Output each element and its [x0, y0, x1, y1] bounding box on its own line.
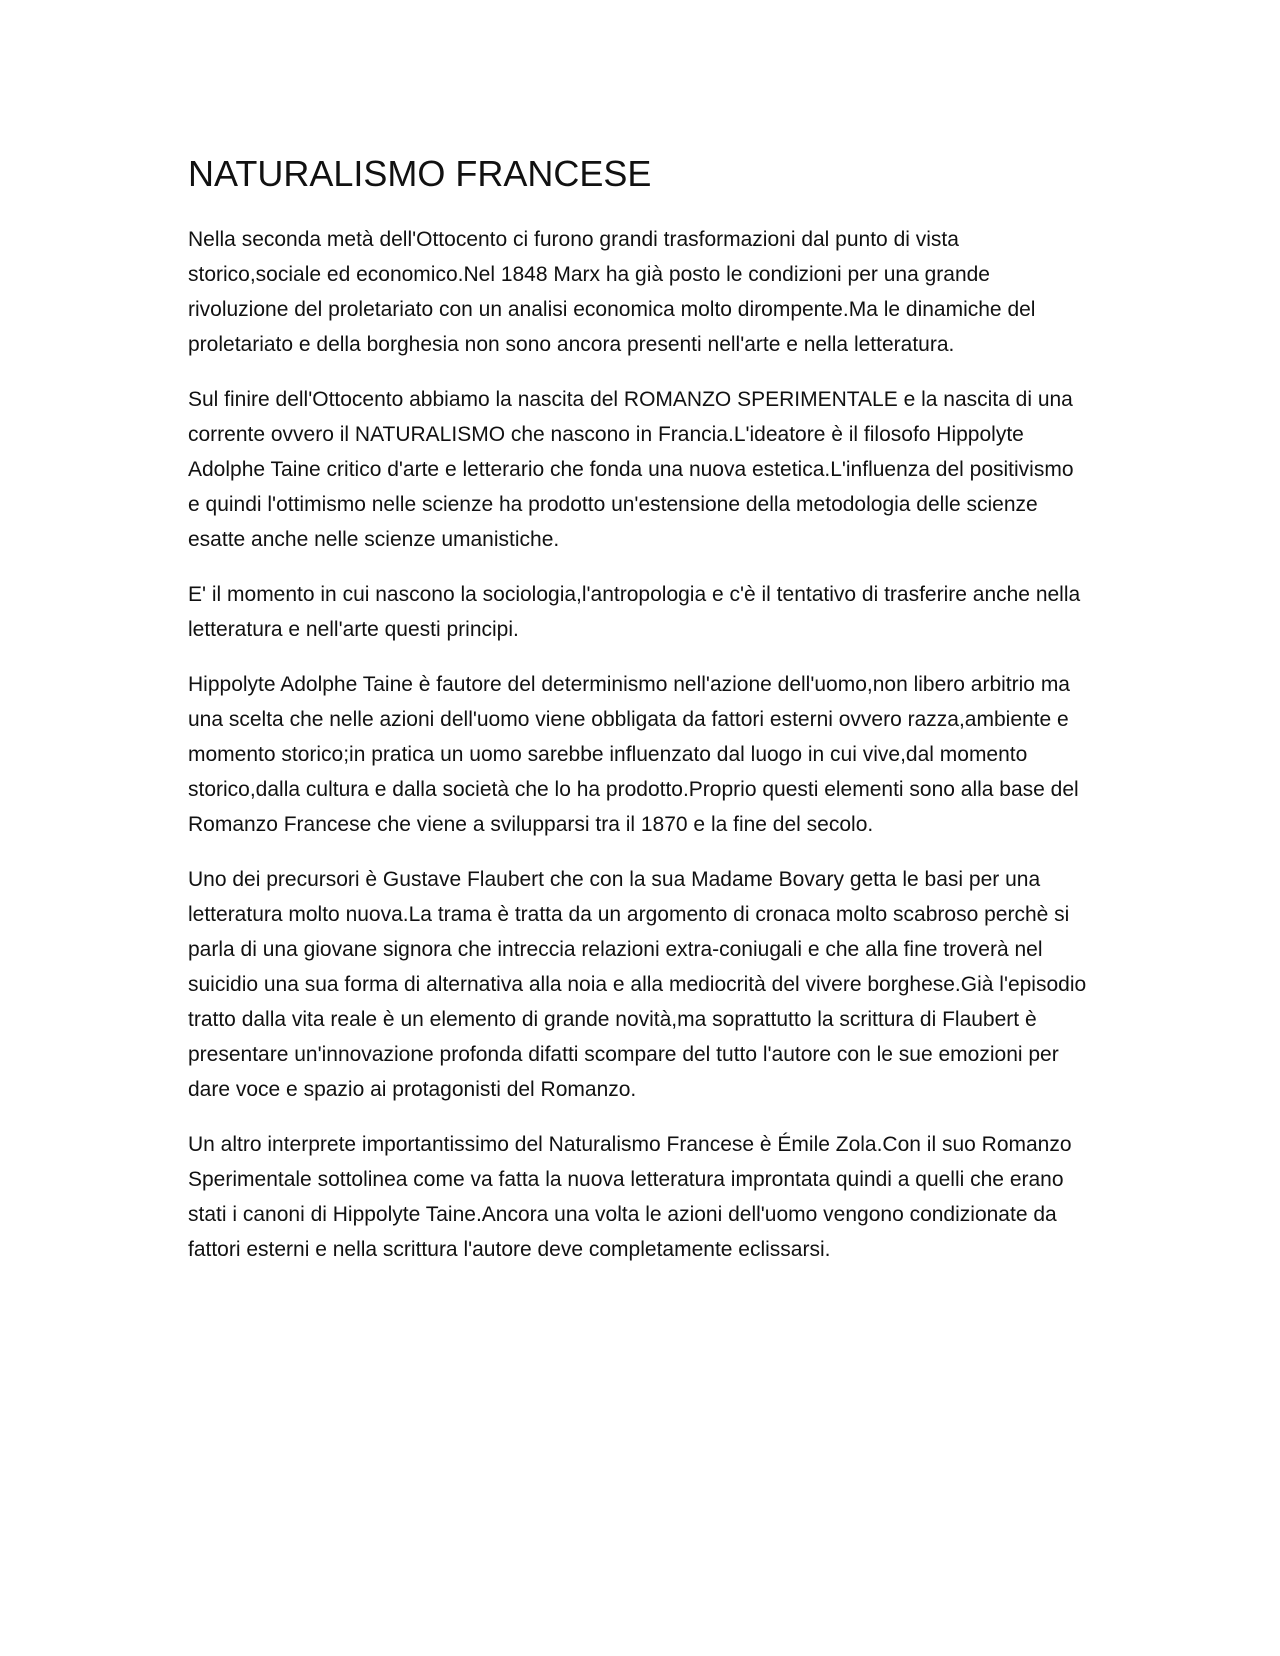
paragraph: Hippolyte Adolphe Taine è fautore del determinismo nell'azione dell'uomo,non libero arbitrio ma una scelta che nelle azioni dell'uomo viene obbligata da fattori esterni ovvero razza,ambiente e momento storico;in pratica un uomo sarebbe influenzato dal luogo in cui vive,dal momento storico,dalla cultura e dalla società che lo ha prodotto.Proprio questi elementi sono alla base del Romanzo Francese che viene a svilupparsi tra il 1870 e la fine del secolo.: [188, 673, 1079, 836]
paragraph: Nella seconda metà dell'Ottocento ci furono grandi trasformazioni dal punto di vista storico,sociale ed economico.Nel 1848 Marx ha già posto le condizioni per una grande rivoluzione del proletariato con un analisi economica molto dirompente.Ma le dinamiche del proletariato e della borghesia non sono ancora presenti nell'arte e nella letteratura.: [188, 228, 1036, 356]
document-title: NATURALISMO FRANCESE: [188, 153, 652, 194]
document-body: [188, 152, 1088, 1287]
paragraph: E' il momento in cui nascono la sociologia,l'antropologia e c'è il tentativo di trasferire anche nella letteratura e nell'arte questi principi.: [188, 583, 1081, 641]
paragraph: Un altro interprete importantissimo del Naturalismo Francese è Émile Zola.Con il suo Romanzo Sperimentale sottolinea come va fatta la nuova letteratura improntata quindi a quelli che erano stati i canoni di Hippolyte Taine.Ancora una volta le azioni dell'uomo vengono condizionate da fattori esterni e nella scrittura l'autore deve completamente eclissarsi.: [188, 1133, 1072, 1261]
paragraph: Sul finire dell'Ottocento abbiamo la nascita del ROMANZO SPERIMENTALE e la nascita di una corrente ovvero il NATURALISMO che nascono in Francia.L'ideatore è il filosofo Hippolyte Adolphe Taine critico d'arte e letterario che fonda una nuova estetica.L'influenza del positivismo e quindi l'ottimismo nelle scienze ha prodotto un'estensione della metodologia delle scienze esatte anche nelle scienze umanistiche.: [188, 388, 1074, 551]
paragraph: Uno dei precursori è Gustave Flaubert che con la sua Madame Bovary getta le basi per una letteratura molto nuova.La trama è tratta da un argomento di cronaca molto scabroso perchè si parla di una giovane signora che intreccia relazioni extra-coniugali e che alla fine troverà nel suicidio una sua forma di alternativa alla noia e alla mediocrità del vivere borghese.Già l'episodio tratto dalla vita reale è un elemento di grande novità,ma soprattutto la scrittura di Flaubert è presentare un'innovazione profonda difatti scompare del tutto l'autore con le sue emozioni per dare voce e spazio ai protagonisti del Romanzo.: [188, 868, 1087, 1101]
